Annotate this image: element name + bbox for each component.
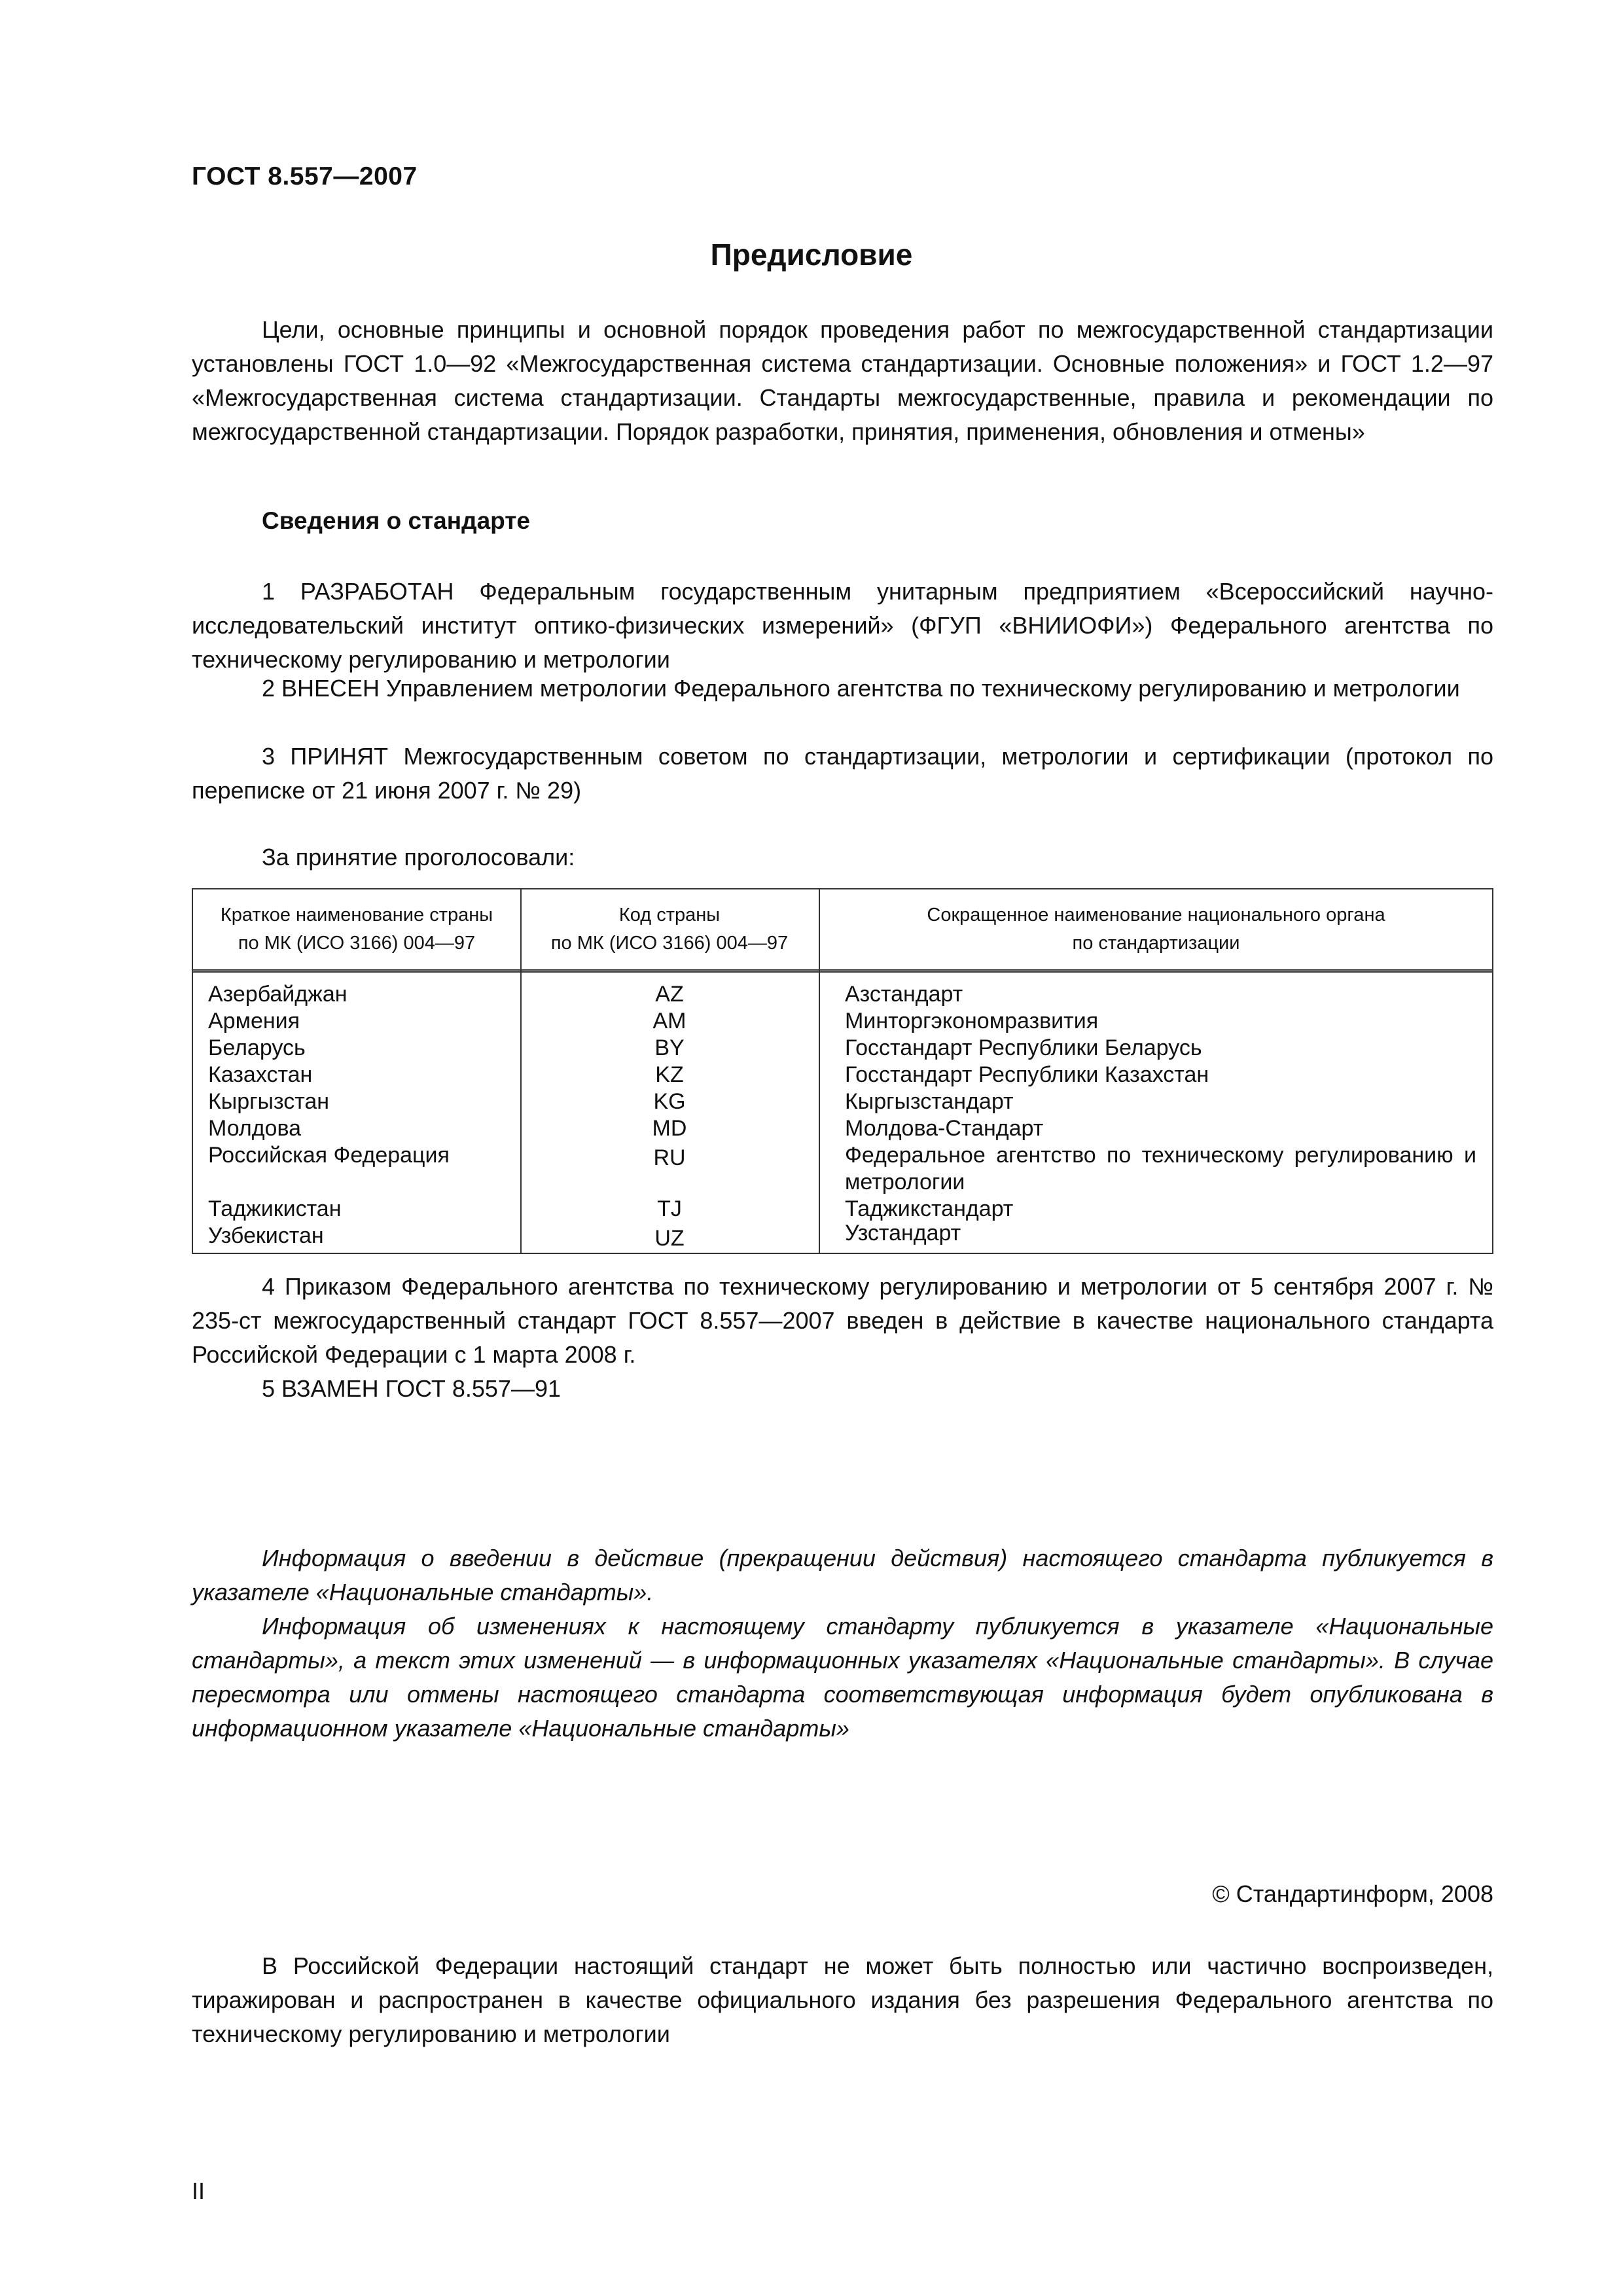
document-code-header: ГОСТ 8.557—2007 bbox=[192, 162, 418, 190]
header-country-line2: по МК (ИСО 3166) 004—97 bbox=[238, 933, 476, 954]
item-2-introduced: 2 ВНЕСЕН Управлением метрологии Федерального агентства по техническому регулированию и метрологии bbox=[262, 675, 1460, 702]
cell-code: UZ bbox=[654, 1226, 685, 1251]
item-1-developed: 1 РАЗРАБОТАН Федеральным государственным унитарным предприятием «Всероссийский научно-исследовательский институт оптико-физических измерений» (ФГУП «ВНИИОФИ») Федерального агентства по техническому регулированию и метрологии bbox=[192, 578, 1493, 673]
table-row bbox=[193, 1115, 1492, 1142]
header-body-line1: Сокращенное наименование национального органа bbox=[927, 905, 1385, 925]
item-4-order: 4 Приказом Федерального агентства по техническому регулированию и метрологии от 5 сентября 2007 г. № 235-ст межгосударственный стандарт ГОСТ 8.557—2007 введен в действие в качестве национального стандарта Российской Федерации с 1 марта 2008 г. bbox=[192, 1273, 1493, 1368]
cell-country: Кыргызстан bbox=[208, 1089, 330, 1114]
page-number: II bbox=[192, 2178, 205, 2204]
table-row bbox=[193, 1062, 1492, 1088]
cell-body: Азстандарт bbox=[845, 982, 963, 1007]
cell-country: Азербайджан bbox=[208, 982, 348, 1007]
item-3-adopted: 3 ПРИНЯТ Межгосударственным советом по стандартизации, метрологии и сертификации (протокол по переписке от 21 июня 2007 г. № 29) bbox=[192, 743, 1493, 804]
cell-body: Минторгэкономразвития bbox=[845, 1009, 1099, 1033]
header-country-line1: Краткое наименование страны bbox=[220, 905, 493, 925]
cell-country: Молдова bbox=[208, 1116, 302, 1141]
voting-table bbox=[192, 888, 1493, 1254]
header-code-line2: по МК (ИСО 3166) 004—97 bbox=[550, 933, 789, 954]
copyright: © Стандартинформ, 2008 bbox=[1212, 1880, 1493, 1907]
table-header bbox=[193, 889, 1492, 973]
cell-body: Госстандарт Республики Казахстан bbox=[845, 1062, 1209, 1087]
cell-country: Узбекистан bbox=[208, 1223, 324, 1248]
table-row bbox=[193, 1088, 1492, 1115]
notice-paragraph-2: Информация об изменениях к настоящему стандарту публикуется в указателе «Национальные стандарты», а текст этих изменений — в информационных указателях «Национальные стандарты». В случае пересмотра или отмены настоящего стандарта соответствующая информация будет опубликована в информационном указателе «Национальные стандарты» bbox=[192, 1613, 1493, 1742]
table-row bbox=[193, 1196, 1492, 1223]
cell-code: MD bbox=[652, 1116, 687, 1141]
table-row bbox=[193, 981, 1492, 1008]
cell-country: Российская Федерация bbox=[208, 1143, 450, 1168]
restriction-paragraph: В Российской Федерации настоящий стандарт не может быть полностью или частично воспроизведен, тиражирован и распространен в качестве официального издания без разрешения Федерального агентства по техническому регулированию и метрологии bbox=[192, 1952, 1493, 2047]
page-title: Предисловие bbox=[710, 238, 913, 272]
cell-body: Молдова-Стандарт bbox=[845, 1116, 1044, 1141]
cell-code: TJ bbox=[657, 1196, 682, 1221]
cell-code: AZ bbox=[655, 982, 684, 1007]
cell-body: Кыргызстандарт bbox=[845, 1089, 1014, 1114]
voted-label: За принятие проголосовали: bbox=[262, 844, 575, 870]
header-body bbox=[819, 901, 1493, 958]
info-heading: Сведения о стандарте bbox=[262, 507, 530, 534]
cell-code: BY bbox=[654, 1035, 685, 1060]
cell-country: Беларусь bbox=[208, 1035, 306, 1060]
table-row bbox=[193, 1223, 1492, 1249]
cell-code: KG bbox=[653, 1089, 686, 1114]
header-code bbox=[520, 901, 819, 958]
table-row bbox=[193, 1035, 1492, 1062]
table-row bbox=[193, 1142, 1492, 1196]
cell-country: Казахстан bbox=[208, 1062, 313, 1087]
cell-code: AM bbox=[652, 1009, 687, 1033]
cell-code: KZ bbox=[655, 1062, 684, 1087]
cell-country: Армения bbox=[208, 1009, 300, 1033]
header-body-line2: по стандартизации bbox=[1072, 933, 1240, 954]
header-code-line1: Код страны bbox=[618, 905, 721, 925]
cell-body: Госстандарт Республики Беларусь bbox=[845, 1035, 1202, 1060]
cell-body: Узстандарт bbox=[845, 1221, 961, 1246]
foreword-paragraph: Цели, основные принципы и основной порядок проведения работ по межгосударственной стандартизации установлены ГОСТ 1.0—92 «Межгосударственная система стандартизации. Основные положения» и ГОСТ 1.2—97 «Межгосударственная система стандартизации. Стандарты межгосударственные, правила и рекомендации по межгосударственной стандартизации. Порядок разработки, принятия, применения, обновления и отмены» bbox=[192, 316, 1493, 445]
header-country bbox=[193, 901, 520, 958]
cell-code: RU bbox=[653, 1145, 686, 1170]
notice-paragraph-1: Информация о введении в действие (прекращении действия) настоящего стандарта публикуется в указателе «Национальные стандарты». bbox=[192, 1545, 1493, 1605]
cell-country: Таджикистан bbox=[208, 1196, 342, 1221]
table-row bbox=[193, 1008, 1492, 1035]
cell-body: Таджикстандарт bbox=[845, 1196, 1014, 1221]
item-5-replaces: 5 ВЗАМЕН ГОСТ 8.557—91 bbox=[262, 1375, 561, 1402]
cell-body: Федеральное агентство по техническому регулированию и метрологии bbox=[845, 1143, 1476, 1194]
